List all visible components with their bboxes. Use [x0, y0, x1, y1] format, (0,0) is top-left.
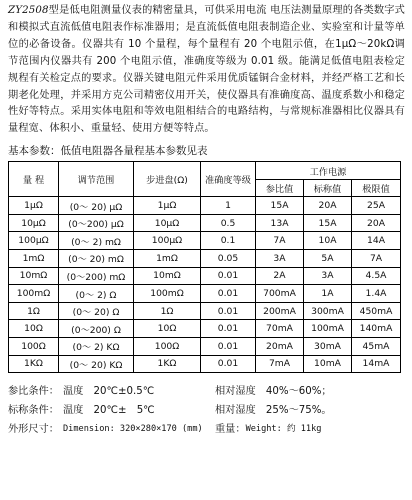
cell-limit: 140mA [352, 320, 401, 338]
cell-reference: 13A [256, 214, 304, 232]
cell-accuracy: 0.01 [201, 320, 256, 338]
cell-range: 10mΩ [9, 267, 59, 285]
cell-adjust: (0～ 2) mΩ [59, 232, 134, 250]
cell-step: 10Ω [134, 320, 201, 338]
cell-reference: 2A [256, 267, 304, 285]
nominal-condition-row [8, 401, 405, 420]
table-row [9, 197, 401, 215]
cell-accuracy: 0.05 [201, 250, 256, 268]
cell-limit: 450mA [352, 302, 401, 320]
cell-adjust: (0～ 20) Ω [59, 302, 134, 320]
dimensions-row [8, 420, 405, 439]
header-working-current: 工作电源 [256, 162, 401, 180]
cell-nominal: 10A [304, 232, 352, 250]
header-nominal-value: 标称值 [304, 179, 352, 197]
cell-nominal: 30mA [304, 338, 352, 356]
cell-limit: 25A [352, 197, 401, 215]
header-limit-value: 极限值 [352, 179, 401, 197]
section-title: 基本参数：低值电阻器各量程基本参数见表 [8, 145, 208, 158]
cell-step: 1Ω [134, 302, 201, 320]
cell-limit: 20A [352, 214, 401, 232]
cell-reference: 3A [256, 250, 304, 268]
cell-reference: 200mA [256, 302, 304, 320]
cell-adjust: (0～ 20) μΩ [59, 197, 134, 215]
intro-text: 型是低电阻测量仪表的精密量具，可供采用电流 电压法测量原理的各类数字式和模拟式直流低值电阻表作标准器用；是直流低值电阻表制造企业、实验室和计量等单位的必备设备。仪器共有 10 个量程，每个量程有 20 个电阻示值，在1μΩ～20kΩ调节范围内仪器共有 200 个电阻示值，准确度等级为 0.01 级。能满足低值电阻表检定规程有关检定点的要求。仪器关键电阻元件采用优质锰铜合金材料，并经严格工艺和长期老化处理，并采用方克公司精密仪用开关，使仪器具有准确度高、温度系数小和稳定性好等特点。采用实体电阻和等效电阻相结合的电路结构，与常规标准器相比仪器具有量程宽、体积小、重量轻、使用方便等特点。 [8, 5, 405, 135]
cell-nominal: 10mA [304, 355, 352, 373]
cell-nominal: 5A [304, 250, 352, 268]
cell-nominal: 100mA [304, 320, 352, 338]
cell-limit: 14A [352, 232, 401, 250]
table-row [9, 232, 401, 250]
nominal-condition-humidity: 相对湿度 25%～75%。 [215, 405, 332, 417]
reference-condition-row [8, 382, 405, 401]
cell-step: 10μΩ [134, 214, 201, 232]
cell-range: 10Ω [9, 320, 59, 338]
cell-limit: 14mA [352, 355, 401, 373]
cell-limit: 4.5A [352, 267, 401, 285]
cell-range: 100mΩ [9, 285, 59, 303]
cell-adjust: (0～200) μΩ [59, 214, 134, 232]
cell-nominal: 15A [304, 214, 352, 232]
cell-reference: 15A [256, 197, 304, 215]
nominal-condition-temp: 温度 20℃± 5℃ [63, 405, 155, 417]
cell-nominal: 20A [304, 197, 352, 215]
conditions-block [8, 382, 405, 439]
reference-condition-temp: 温度 20℃±0.5℃ [63, 386, 155, 398]
cell-adjust: (0～200) mΩ [59, 267, 134, 285]
cell-limit: 45mA [352, 338, 401, 356]
cell-range: 100μΩ [9, 232, 59, 250]
reference-condition-humidity: 相对湿度 40%～60%； [215, 386, 332, 398]
nominal-condition-label: 标称条件： [8, 405, 59, 417]
intro-paragraph [8, 3, 405, 138]
cell-range: 1μΩ [9, 197, 59, 215]
header-reference-value: 参比值 [256, 179, 304, 197]
cell-accuracy: 0.01 [201, 355, 256, 373]
header-step-dial: 步进盘(Ω) [134, 162, 201, 197]
cell-range: 1KΩ [9, 355, 59, 373]
table-row [9, 267, 401, 285]
header-accuracy: 准确度等级 [201, 162, 256, 197]
cell-reference: 20mA [256, 338, 304, 356]
table-row [9, 214, 401, 232]
table-row [9, 320, 401, 338]
cell-nominal: 300mA [304, 302, 352, 320]
cell-adjust: (0～200) Ω [59, 320, 134, 338]
cell-accuracy: 0.01 [201, 285, 256, 303]
cell-step: 100μΩ [134, 232, 201, 250]
cell-accuracy: 0.1 [201, 232, 256, 250]
cell-step: 1KΩ [134, 355, 201, 373]
reference-condition-label: 参比条件： [8, 386, 59, 398]
cell-range: 10μΩ [9, 214, 59, 232]
parameter-table [8, 161, 401, 373]
cell-accuracy: 1 [201, 197, 256, 215]
cell-reference: 7mA [256, 355, 304, 373]
model-number: ZY2508 [8, 5, 49, 16]
weight-label: 重量： [215, 424, 246, 436]
cell-adjust: (0～ 2) KΩ [59, 338, 134, 356]
cell-accuracy: 0.01 [201, 302, 256, 320]
cell-adjust: (0～ 20) mΩ [59, 250, 134, 268]
weight-value: Weight: 约 11kg [245, 424, 322, 435]
cell-step: 100mΩ [134, 285, 201, 303]
table-row [9, 355, 401, 373]
cell-step: 1μΩ [134, 197, 201, 215]
cell-reference: 7A [256, 232, 304, 250]
dimensions-value: Dimension: 320×280×170 (mm) [63, 424, 203, 435]
table-row [9, 285, 401, 303]
table-row [9, 250, 401, 268]
header-adjust-range: 调节范围 [59, 162, 134, 197]
cell-nominal: 3A [304, 267, 352, 285]
cell-range: 1Ω [9, 302, 59, 320]
table-row [9, 302, 401, 320]
cell-adjust: (0～ 2) Ω [59, 285, 134, 303]
table-row [9, 338, 401, 356]
cell-step: 10mΩ [134, 267, 201, 285]
cell-step: 100Ω [134, 338, 201, 356]
cell-reference: 700mA [256, 285, 304, 303]
header-range: 量 程 [9, 162, 59, 197]
cell-range: 1mΩ [9, 250, 59, 268]
dimensions-label: 外形尺寸： [8, 424, 59, 436]
cell-limit: 1.4A [352, 285, 401, 303]
cell-nominal: 1A [304, 285, 352, 303]
cell-limit: 7A [352, 250, 401, 268]
cell-reference: 70mA [256, 320, 304, 338]
cell-accuracy: 0.01 [201, 267, 256, 285]
cell-range: 100Ω [9, 338, 59, 356]
cell-accuracy: 0.01 [201, 338, 256, 356]
cell-accuracy: 0.5 [201, 214, 256, 232]
cell-step: 1mΩ [134, 250, 201, 268]
cell-adjust: (0～ 20) KΩ [59, 355, 134, 373]
